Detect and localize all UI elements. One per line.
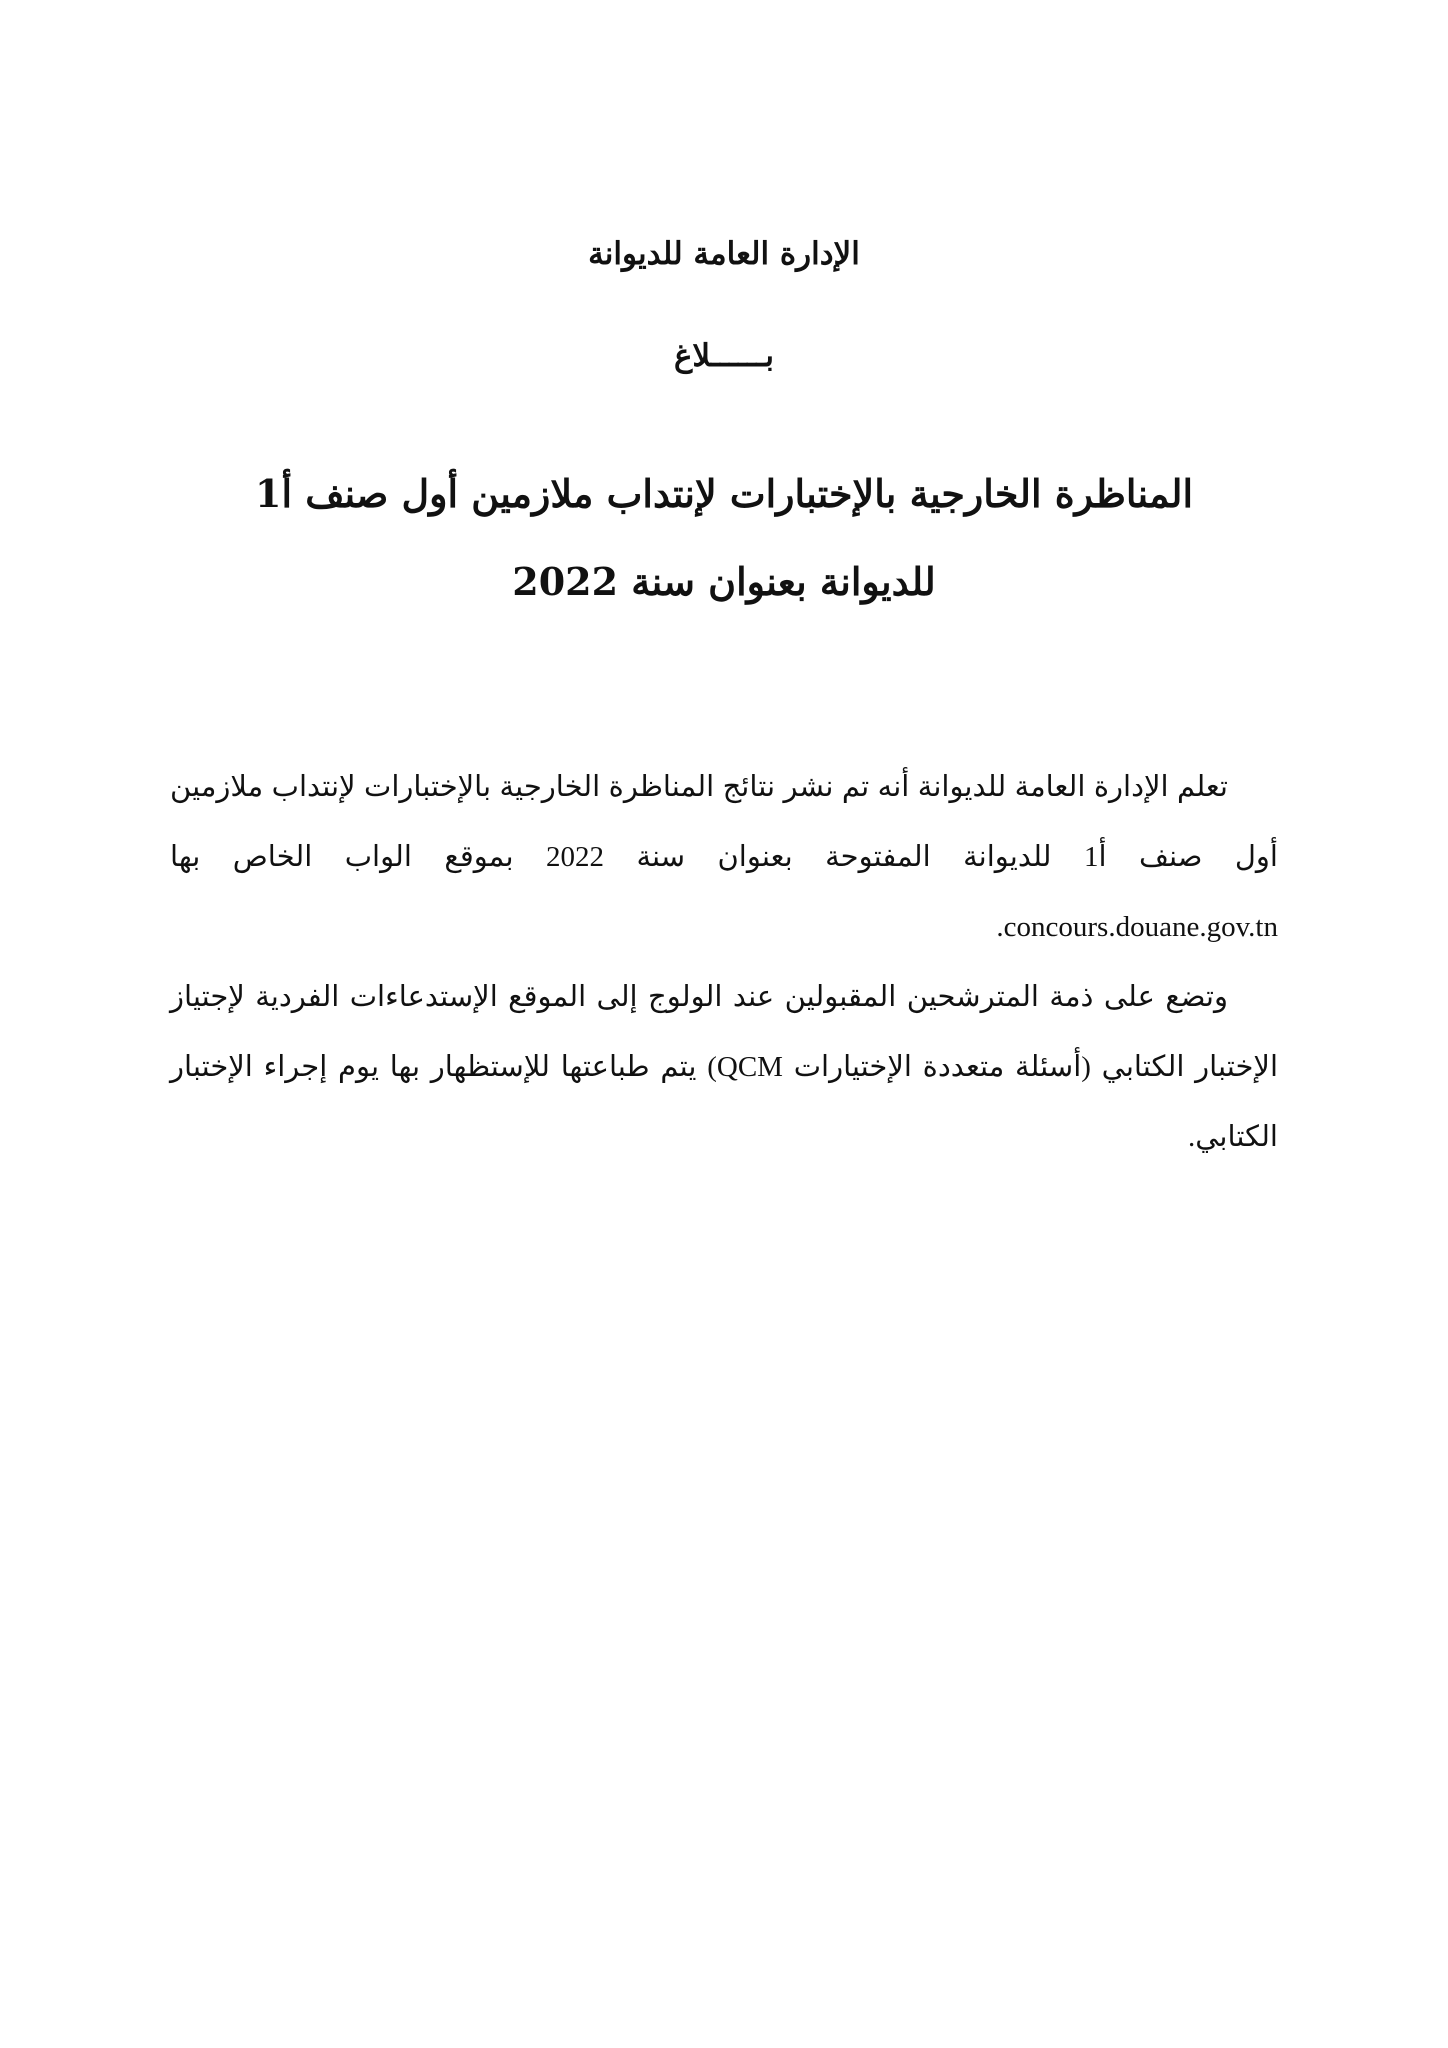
announcement-paragraph-1 [170, 752, 1278, 962]
competition-title [0, 450, 1448, 626]
announcement-paragraph-2: وتضع على ذمة المترشحين المقبولين عند الولوج إلى الموقع الإستدعاءات الفردية لإجتياز الإختبار الكتابي (أسئلة متعددة الإختيارات QCM) يتم طباعتها للإستظهار بها يوم إجراء الإختبار الكتابي. [170, 981, 1279, 1153]
organization-heading: الإدارة العامة للديوانة [588, 236, 860, 272]
website-url [1004, 911, 1278, 943]
paragraph-1-end: . [996, 911, 1004, 943]
announcement-body [170, 752, 1278, 1172]
paragraph-1-text: تعلم الإدارة العامة للديوانة أنه تم نشر نتائج المناظرة الخارجية بالإختبارات لإنتداب ملازمين أول صنف أ1 للديوانة المفتوحة بعنوان سنة 2022 بموقع الواب الخاص بها [170, 771, 1278, 873]
competition-title-line-1: المناظرة الخارجية بالإختبارات لإنتداب ملازمين أول صنف أ1 [254, 471, 1194, 516]
competition-title-line-2: للديوانة بعنوان سنة 2022 [512, 559, 936, 604]
notice-heading: بــــــلاغ [673, 338, 775, 374]
website-url-text: concours.douane.gov.tn [1003, 911, 1278, 943]
